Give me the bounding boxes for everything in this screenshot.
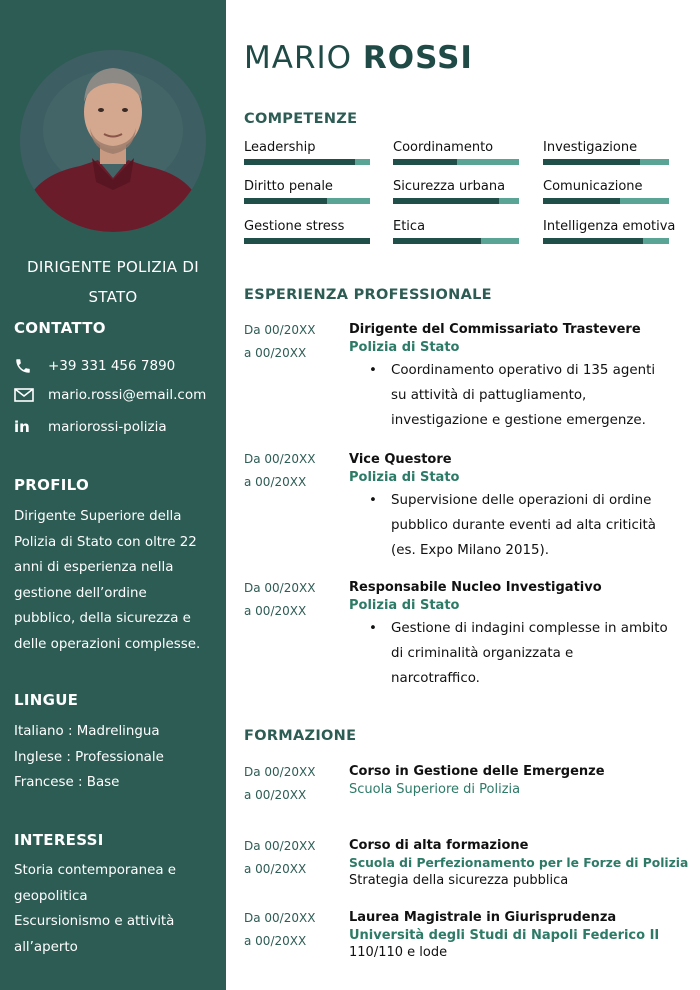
skill-label: Gestione stress bbox=[244, 219, 345, 234]
sidebar bbox=[0, 0, 226, 990]
education-entry bbox=[349, 908, 689, 961]
candidate-name bbox=[244, 40, 473, 76]
skill-bar bbox=[393, 238, 519, 244]
education-entry bbox=[349, 762, 689, 798]
profile-line: Dirigente Superiore della bbox=[14, 509, 182, 524]
skill-bar-fill bbox=[393, 238, 481, 244]
skill-item bbox=[393, 140, 521, 165]
experience-date bbox=[244, 448, 315, 494]
interests-list bbox=[14, 858, 219, 960]
school-name: Università degli Studi di Napoli Federico II bbox=[349, 928, 660, 943]
job-organization: Polizia di Stato bbox=[349, 340, 460, 355]
profile-line: pubblico, della sicurezza e bbox=[14, 611, 191, 626]
degree-title: Corso di alta formazione bbox=[349, 838, 529, 853]
skill-bar-fill bbox=[393, 159, 457, 165]
job-role: Vice Questore bbox=[349, 452, 452, 467]
skill-bar bbox=[244, 238, 370, 244]
contact-phone[interactable] bbox=[14, 356, 175, 376]
job-title bbox=[0, 252, 226, 312]
skills-heading: COMPETENZE bbox=[244, 111, 358, 127]
interest-line: all’aperto bbox=[14, 939, 78, 955]
bullet-line: • Supervisione delle operazioni di ordine bbox=[391, 493, 652, 508]
job-bullets bbox=[349, 488, 689, 563]
education-heading: FORMAZIONE bbox=[244, 728, 357, 744]
profile-line: gestione dell’ordine bbox=[14, 585, 147, 601]
date-from: Da 00/20XX bbox=[244, 839, 316, 853]
skill-item bbox=[393, 219, 521, 244]
bullet-line: • Coordinamento operativo di 135 agenti bbox=[391, 363, 656, 378]
job-role: Responsabile Nucleo Investigativo bbox=[349, 580, 602, 595]
skill-label: Leadership bbox=[244, 140, 316, 155]
skill-bar bbox=[543, 159, 669, 165]
skill-bar-fill bbox=[244, 159, 355, 165]
profile-line: delle operazioni complesse. bbox=[14, 636, 201, 652]
date-to: a 00/20XX bbox=[244, 604, 307, 618]
profile-photo bbox=[20, 50, 206, 232]
bullet-line: su attività di pattugliamento, bbox=[391, 388, 587, 403]
date-from: Da 00/20XX bbox=[244, 911, 316, 925]
email-address: mario.rossi@email.com bbox=[48, 387, 207, 403]
contact-linkedin[interactable] bbox=[14, 417, 167, 437]
skill-bar bbox=[244, 159, 370, 165]
date-from: Da 00/20XX bbox=[244, 323, 316, 337]
date-to: a 00/20XX bbox=[244, 862, 307, 876]
skill-bar-fill bbox=[543, 198, 620, 204]
experience-date bbox=[244, 319, 315, 365]
skill-label: Investigazione bbox=[543, 140, 638, 155]
skill-label: Sicurezza urbana bbox=[393, 179, 506, 194]
language-item: Inglese : Professionale bbox=[14, 749, 164, 765]
phone-number: +39 331 456 7890 bbox=[48, 358, 176, 374]
skill-bar bbox=[244, 198, 370, 204]
skill-bar bbox=[393, 198, 519, 204]
skill-bar-fill bbox=[393, 198, 499, 204]
skill-bar-fill bbox=[244, 238, 370, 244]
profile-line: anni di esperienza nella bbox=[14, 560, 174, 575]
bullet-line: investigazione e gestione emergenze. bbox=[391, 413, 646, 428]
mail-icon bbox=[14, 385, 36, 405]
skill-label: Comunicazione bbox=[543, 179, 643, 194]
bullet-line: (es. Expo Milano 2015). bbox=[391, 543, 549, 558]
skill-item bbox=[244, 219, 372, 244]
degree-title: Corso in Gestione delle Emergenze bbox=[349, 764, 605, 779]
skill-bar-fill bbox=[244, 198, 327, 204]
skill-bar bbox=[543, 238, 669, 244]
skill-bar-fill bbox=[543, 159, 640, 165]
job-organization: Polizia di Stato bbox=[349, 598, 460, 613]
profile-line: Polizia di Stato con oltre 22 bbox=[14, 534, 197, 550]
skill-label: Etica bbox=[393, 219, 426, 234]
interests-heading: INTERESSI bbox=[14, 831, 104, 849]
skill-item bbox=[244, 140, 372, 165]
skill-item bbox=[244, 179, 372, 204]
bullet-line: narcotraffico. bbox=[391, 671, 480, 686]
date-from: Da 00/20XX bbox=[244, 452, 316, 466]
degree-title: Laurea Magistrale in Giurisprudenza bbox=[349, 910, 617, 925]
school-name: Scuola di Perfezionamento per le Forze di Polizia bbox=[349, 856, 689, 870]
degree-detail: 110/110 e lode bbox=[349, 945, 448, 960]
experience-entry bbox=[349, 578, 689, 691]
contact-heading: CONTATTO bbox=[14, 319, 106, 337]
experience-heading: ESPERIENZA PROFESSIONALE bbox=[244, 287, 492, 303]
language-item: Italiano : Madrelingua bbox=[14, 724, 160, 739]
languages-heading: LINGUE bbox=[14, 691, 79, 709]
job-title-line: STATO bbox=[88, 288, 138, 306]
skill-item bbox=[543, 140, 671, 165]
date-to: a 00/20XX bbox=[244, 346, 307, 360]
job-title-line: DIRIGENTE POLIZIA DI bbox=[27, 258, 199, 276]
job-organization: Polizia di Stato bbox=[349, 470, 460, 485]
date-to: a 00/20XX bbox=[244, 475, 307, 489]
skill-bar bbox=[543, 198, 669, 204]
job-bullet bbox=[349, 616, 689, 691]
education-date bbox=[244, 907, 315, 953]
skill-bar bbox=[393, 159, 519, 165]
languages-list bbox=[14, 719, 219, 796]
bullet-line: pubblico durante eventi ad alta criticità bbox=[391, 518, 656, 533]
job-bullets bbox=[349, 358, 689, 433]
school-name: Scuola Superiore di Polizia bbox=[349, 782, 521, 797]
job-bullets bbox=[349, 616, 689, 691]
degree-detail: Strategia della sicurezza pubblica bbox=[349, 873, 569, 888]
job-bullet bbox=[349, 488, 689, 563]
bullet-line: • Gestione di indagini complesse in ambito bbox=[391, 621, 668, 636]
interest-line: Storia contemporanea e bbox=[14, 863, 177, 878]
date-from: Da 00/20XX bbox=[244, 765, 316, 779]
skill-label: Intelligenza emotiva bbox=[543, 219, 676, 234]
skill-item bbox=[393, 179, 521, 204]
profile-heading: PROFILO bbox=[14, 476, 89, 494]
experience-date bbox=[244, 577, 315, 623]
language-item: Francese : Base bbox=[14, 775, 120, 790]
first-name: MARIO bbox=[244, 40, 353, 76]
phone-icon bbox=[14, 356, 36, 376]
skill-item bbox=[543, 219, 676, 244]
skill-item bbox=[543, 179, 671, 204]
experience-entry bbox=[349, 320, 689, 433]
education-entry bbox=[349, 836, 689, 889]
education-date bbox=[244, 835, 315, 881]
job-role: Dirigente del Commissariato Trastevere bbox=[349, 322, 641, 337]
interest-line: Escursionismo e attività bbox=[14, 914, 175, 929]
date-to: a 00/20XX bbox=[244, 788, 307, 802]
linkedin-handle: mariorossi-polizia bbox=[48, 419, 167, 435]
contact-email[interactable] bbox=[14, 385, 206, 405]
skill-label: Diritto penale bbox=[244, 179, 333, 194]
interest-line: geopolitica bbox=[14, 888, 88, 904]
last-name: ROSSI bbox=[362, 40, 473, 76]
job-bullet bbox=[349, 358, 689, 433]
education-date bbox=[244, 761, 315, 807]
linkedin-icon: in bbox=[14, 418, 30, 436]
skill-label: Coordinamento bbox=[393, 140, 494, 155]
date-from: Da 00/20XX bbox=[244, 581, 316, 595]
bullet-line: di criminalità organizzata e bbox=[391, 646, 574, 661]
profile-text bbox=[14, 504, 219, 657]
date-to: a 00/20XX bbox=[244, 934, 307, 948]
experience-entry bbox=[349, 450, 689, 563]
skill-bar-fill bbox=[543, 238, 643, 244]
